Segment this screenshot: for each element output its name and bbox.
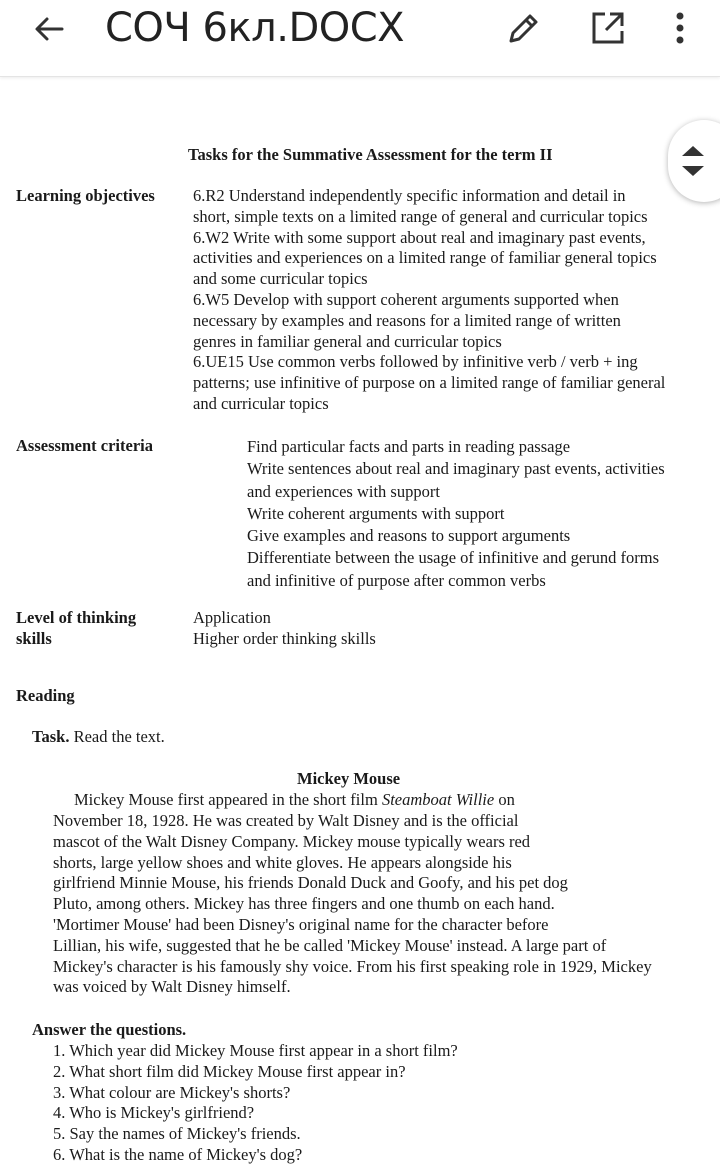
- objective-line: genres in familiar general and curricular topics: [193, 331, 502, 351]
- thinking-label-line: skills: [16, 628, 52, 648]
- objectives-label: Learning objectives: [16, 186, 155, 205]
- criteria-line: Differentiate between the usage of infinitive and gerund forms: [247, 548, 660, 568]
- objective-line: and curricular topics: [193, 393, 329, 413]
- story-line: girlfriend Minnie Mouse, his friends Donald Duck and Goofy, and his pet dog: [53, 873, 568, 893]
- story-line: Mickey's character is his famously shy voice. From his first speaking role in 1929, Mickey: [53, 956, 652, 976]
- back-arrow-icon[interactable]: [28, 8, 70, 50]
- objective-line: and some curricular topics: [193, 269, 368, 289]
- task-text: Read the text.: [69, 727, 165, 746]
- document-title: СОЧ 6кл.DOCX: [105, 5, 405, 51]
- question-item: 3. What colour are Mickey's shorts?: [53, 1082, 291, 1102]
- objectives-text: [193, 186, 665, 415]
- film-title: Steamboat Willie: [381, 790, 495, 809]
- question-item: 4. Who is Mickey's girlfriend?: [53, 1103, 255, 1123]
- app-toolbar: [0, 0, 720, 77]
- story-text: Mickey Mouse first appeared in the short film: [74, 790, 382, 809]
- story-line: was voiced by Walt Disney himself.: [53, 977, 291, 997]
- question-item: 1. Which year did Mickey Mouse first appear in a short film?: [53, 1041, 458, 1060]
- story-text: on: [494, 790, 515, 809]
- criteria-line: Write sentences about real and imaginary past events, activities: [247, 459, 665, 479]
- story-line: Lillian, his wife, suggested that he be called 'Mickey Mouse' instead. A large part of: [53, 935, 607, 955]
- objective-line: 6.UE15 Use common verbs followed by infinitive verb / verb + ing: [193, 352, 638, 372]
- question-item: 6. What is the name of Mickey's dog?: [53, 1144, 303, 1164]
- reading-heading: Reading: [16, 686, 75, 705]
- story-line: 'Mortimer Mouse' had been Disney's original name for the character before: [53, 914, 549, 934]
- objective-line: 6.W2 Write with some support about real and imaginary past events,: [193, 227, 646, 247]
- task-instruction: [32, 727, 165, 748]
- criteria-line: Give examples and reasons to support arguments: [247, 526, 571, 546]
- document-heading: Tasks for the Summative Assessment for the term II: [188, 145, 553, 164]
- question-item: 2. What short film did Mickey Mouse first appear in?: [53, 1061, 406, 1081]
- document-page: [0, 76, 720, 1170]
- scroll-arrows-icon: [680, 142, 706, 180]
- open-external-icon[interactable]: [588, 8, 628, 48]
- criteria-line: Write coherent arguments with support: [247, 503, 505, 523]
- criteria-label: Assessment criteria: [16, 436, 153, 455]
- objective-line: activities and experiences on a limited range of familiar general topics: [193, 248, 657, 268]
- question-item: 5. Say the names of Mickey's friends.: [53, 1124, 301, 1144]
- objective-line: short, simple texts on a limited range of general and curricular topics: [193, 206, 648, 226]
- objective-line: 6.R2 Understand independently specific information and detail in: [193, 186, 626, 205]
- more-vert-icon[interactable]: [660, 8, 700, 48]
- story-title: Mickey Mouse: [297, 769, 401, 788]
- criteria-line: Find particular facts and parts in reading passage: [247, 437, 571, 456]
- thinking-label: [16, 608, 136, 650]
- criteria-text: [247, 436, 665, 592]
- objective-line: 6.W5 Develop with support coherent arguments supported when: [193, 289, 619, 309]
- questions-heading: Answer the questions.: [32, 1020, 187, 1039]
- task-label: Task.: [32, 727, 70, 746]
- pencil-icon[interactable]: [504, 8, 544, 48]
- story-body: [53, 811, 652, 998]
- story-line: mascot of the Walt Disney Company. Mickey mouse typically wears red: [53, 831, 531, 851]
- thinking-line: Application: [193, 608, 271, 627]
- objective-line: patterns; use infinitive of purpose on a limited range of familiar general: [193, 373, 666, 393]
- story-line: Pluto, among others. Mickey has three fingers and one thumb on each hand.: [53, 894, 555, 914]
- objective-line: necessary by examples and reasons for a limited range of written: [193, 310, 621, 330]
- questions-list: [53, 1041, 458, 1166]
- story-first-line: [74, 790, 515, 811]
- story-line: November 18, 1928. He was created by Walt Disney and is the official: [53, 811, 519, 830]
- story-line: shorts, large yellow shoes and white gloves. He appears alongside his: [53, 852, 512, 872]
- criteria-line: and experiences with support: [247, 481, 440, 501]
- criteria-line: and infinitive of purpose after common verbs: [247, 570, 546, 590]
- thinking-text: [193, 608, 376, 650]
- thinking-label-line: Level of thinking: [16, 608, 137, 627]
- thinking-line: Higher order thinking skills: [193, 628, 376, 648]
